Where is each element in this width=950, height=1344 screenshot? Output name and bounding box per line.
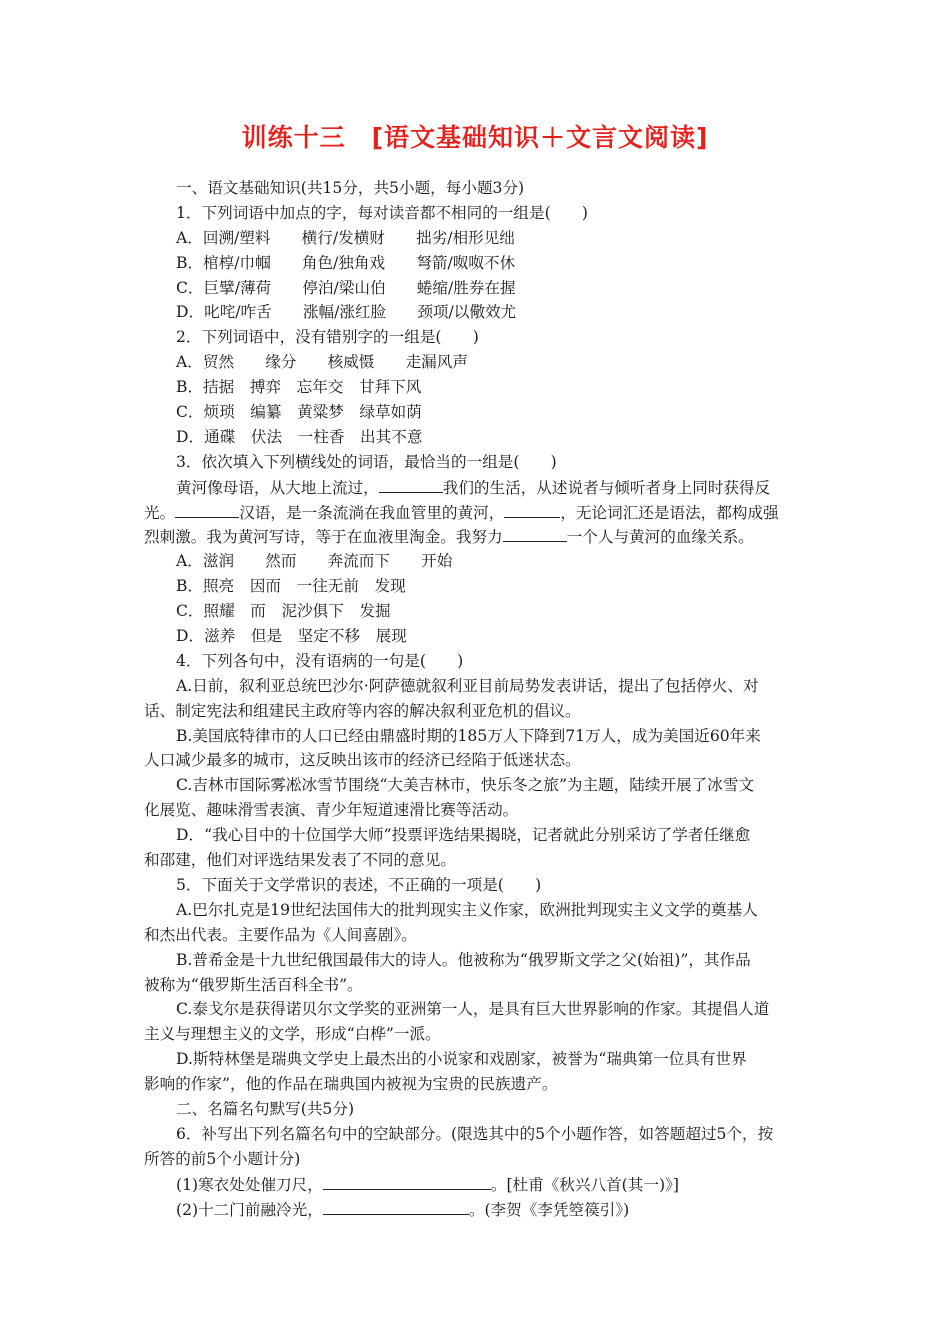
passage-line bbox=[144, 500, 808, 525]
passage-text: 黄河像母语，从大地上流过， bbox=[176, 478, 379, 497]
option-c: C．照耀 而 泥沙俱下 发掘 bbox=[176, 602, 391, 621]
option-d: D.斯特林堡是瑞典文学史上最杰出的小说家和戏剧家，被誉为“瑞典第一位具有世界 bbox=[176, 1050, 747, 1069]
option-a: A.日前，叙利亚总统巴沙尔·阿萨德就叙利亚目前局势发表讲话，提出了包括停火、对 bbox=[176, 676, 759, 695]
option-d: D．“我心目中的十位国学大师”投票评选结果揭晓，记者就此分别采访了学者任继愈 bbox=[176, 826, 751, 845]
question-stem: 2．下列词语中，没有错别字的一组是( ) bbox=[176, 328, 479, 347]
fill-blank bbox=[323, 1197, 469, 1215]
option-a: A．回溯/塑料 横行/发横财 拙劣/相形见绌 bbox=[176, 228, 515, 247]
question-stem-cont: 所答的前5个小题计分) bbox=[144, 1149, 301, 1168]
option-a: A.巴尔扎克是19世纪法国伟大的批判现实主义作家，欧洲批判现实主义文学的奠基人 bbox=[176, 900, 758, 919]
passage-text: 我们的生活，从述说者与倾听者身上同时获得反 bbox=[442, 478, 771, 497]
question-stem: 1．下列词语中加点的字，每对读音都不相同的一组是( ) bbox=[176, 203, 588, 222]
option-c: C.吉林市国际雾凇冰雪节围绕“大美吉林市，快乐冬之旅”为主题，陆续开展了冰雪文 bbox=[176, 776, 755, 795]
option-c: C．巨擘/薄荷 停泊/梁山伯 蜷缩/胜券在握 bbox=[176, 278, 516, 297]
item-text: (1)寒衣处处催刀尺， bbox=[176, 1175, 323, 1194]
fill-blank bbox=[323, 1172, 491, 1190]
section-heading: 一、语文基础知识(共15分，共5小题，每小题3分) bbox=[176, 179, 525, 197]
option-d-cont: 影响的作家”，他的作品在瑞典国内被视为宝贵的民族遗产。 bbox=[144, 1075, 558, 1094]
option-b: B．拮据 搏弈 忘年交 甘拜下风 bbox=[176, 378, 422, 397]
section-heading: 二、名篇名句默写(共5分) bbox=[176, 1099, 355, 1118]
passage-text: ，无论词汇还是语法，都构成强 bbox=[560, 503, 779, 522]
fill-blank bbox=[175, 500, 239, 518]
document-body bbox=[144, 176, 808, 1221]
option-b-cont: 人口减少最多的城市，这反映出该市的经济已经陷于低迷状态。 bbox=[144, 751, 581, 770]
passage-line bbox=[144, 524, 808, 549]
page-title: 训练十三 [语文基础知识＋文言文阅读] bbox=[241, 123, 709, 152]
option-b-cont: 被称为“俄罗斯生活百科全书”。 bbox=[144, 975, 363, 994]
option-d-cont: 和邵建，他们对评选结果发表了不同的意见。 bbox=[144, 851, 456, 870]
question-stem: 6．补写出下列名篇名句中的空缺部分。(限选其中的5个小题作答，如答题超过5个，按 bbox=[176, 1124, 774, 1143]
option-b: B.美国底特律市的人口已经由鼎盛时期的185万人下降到71万人，成为美国近60年来 bbox=[176, 726, 761, 745]
option-a-cont: 话、制定宪法和组建民主政府等内容的解决叙利亚危机的倡议。 bbox=[144, 701, 581, 720]
item-source: 。(李贺《李凭箜篌引》) bbox=[468, 1200, 630, 1219]
option-c: C.泰戈尔是获得诺贝尔文学奖的亚洲第一人，是具有巨大世界影响的作家。其提倡人道 bbox=[176, 1000, 770, 1019]
option-a: A．贸然 缘分 核威慑 走漏风声 bbox=[176, 353, 468, 372]
option-d: D．通碟 伏法 一柱香 出其不意 bbox=[176, 427, 423, 446]
passage-line bbox=[144, 475, 808, 500]
option-a: A．滋润 然而 奔流而下 开始 bbox=[176, 552, 453, 571]
passage-text: 汉语，是一条流淌在我血管里的黄河， bbox=[239, 503, 505, 522]
recitation-item bbox=[144, 1197, 808, 1222]
option-c-cont: 化展览、趣味滑雪表演、青少年短道速滑比赛等活动。 bbox=[144, 801, 519, 820]
option-a-cont: 和杰出代表。主要作品为《人间喜剧》。 bbox=[144, 925, 417, 944]
passage-text: 光。 bbox=[144, 503, 176, 522]
option-b: B.普希金是十九世纪俄国最伟大的诗人。他被称为“俄罗斯文学之父(始祖)”，其作品 bbox=[176, 950, 751, 969]
option-c-cont: 主义与理想主义的文学，形成“白桦”一派。 bbox=[144, 1025, 441, 1044]
passage-text: 烈刺激。我为黄河写诗，等于在血液里淘金。我努力 bbox=[144, 528, 503, 547]
option-d: D．叱咤/咋舌 涨幅/涨红脸 颈项/以儆效尤 bbox=[176, 303, 517, 322]
option-d: D．滋养 但是 坚定不移 展现 bbox=[176, 627, 407, 646]
passage-text: 一个人与黄河的血缘关系。 bbox=[566, 528, 754, 547]
fill-blank bbox=[379, 475, 443, 493]
option-c: C．烦琐 编纂 黄粱梦 绿草如荫 bbox=[176, 403, 422, 422]
recitation-item bbox=[144, 1172, 808, 1197]
fill-blank bbox=[503, 524, 567, 542]
option-b: B．棺椁/巾帼 角色/独角戏 弩箭/呶呶不休 bbox=[176, 253, 516, 272]
fill-blank bbox=[504, 500, 560, 518]
item-text: (2)十二门前融冷光， bbox=[176, 1200, 323, 1219]
item-source: 。[杜甫《秋兴八首(其一)》] bbox=[490, 1175, 679, 1194]
option-b: B．照亮 因而 一往无前 发现 bbox=[176, 577, 406, 596]
question-stem: 5．下面关于文学常识的表述，不正确的一项是( ) bbox=[176, 875, 542, 894]
question-stem: 4．下列各句中，没有语病的一句是( ) bbox=[176, 651, 464, 670]
question-stem: 3．依次填入下列横线处的词语，最恰当的一组是( ) bbox=[176, 452, 557, 471]
